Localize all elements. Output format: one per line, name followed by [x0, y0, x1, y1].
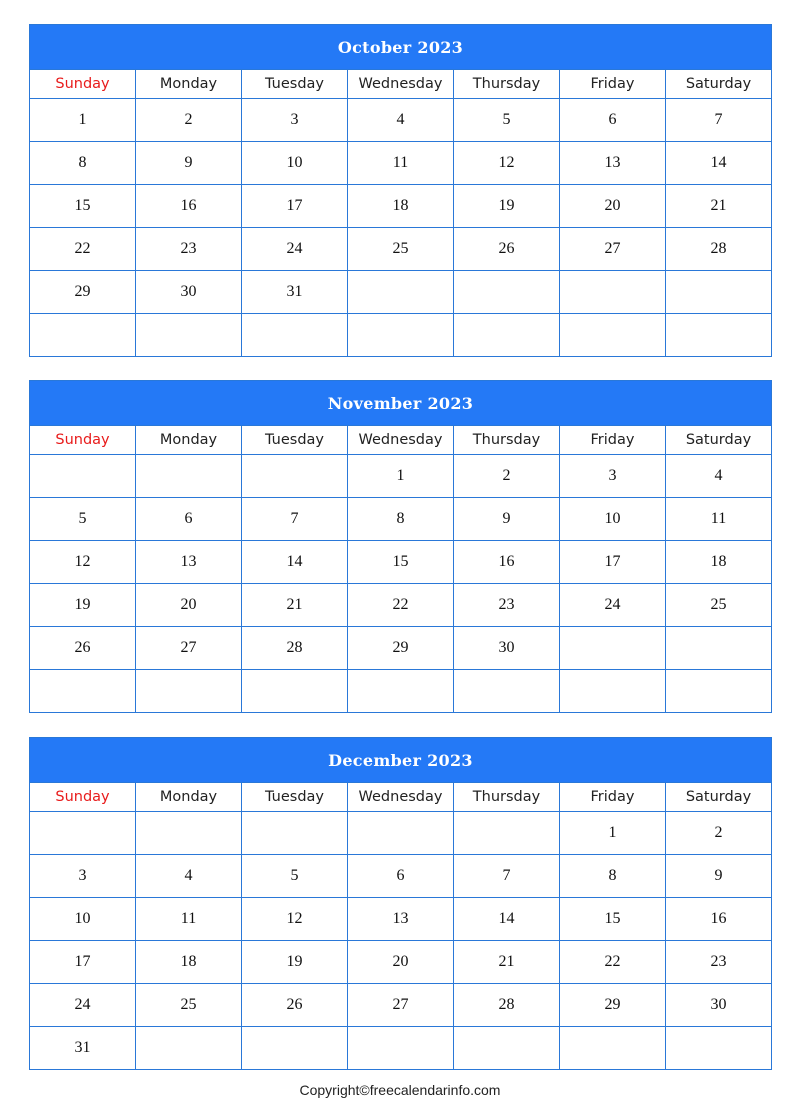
- day-cell: 14: [666, 142, 772, 185]
- day-cell: 27: [136, 627, 242, 670]
- day-cell: 30: [666, 984, 772, 1027]
- empty-day-cell: [242, 670, 348, 713]
- empty-day-cell: [454, 812, 560, 855]
- week-row: [30, 984, 772, 1027]
- weekday-thursday: Thursday: [454, 426, 560, 455]
- day-cell: 28: [242, 627, 348, 670]
- day-cell: 3: [560, 455, 666, 498]
- day-cell: 8: [348, 498, 454, 541]
- day-cell: 1: [560, 812, 666, 855]
- weekday-wednesday: Wednesday: [348, 783, 454, 812]
- week-row: [30, 898, 772, 941]
- weekday-row: [30, 783, 772, 812]
- day-cell: 25: [136, 984, 242, 1027]
- weekday-tuesday: Tuesday: [242, 70, 348, 99]
- empty-day-cell: [454, 314, 560, 357]
- empty-day-cell: [560, 314, 666, 357]
- empty-day-cell: [348, 812, 454, 855]
- week-row: [30, 855, 772, 898]
- day-cell: 28: [454, 984, 560, 1027]
- empty-day-cell: [136, 314, 242, 357]
- day-cell: 8: [30, 142, 136, 185]
- day-cell: 10: [560, 498, 666, 541]
- day-cell: 11: [666, 498, 772, 541]
- day-cell: 21: [666, 185, 772, 228]
- week-row: [30, 584, 772, 627]
- month-header-row: [30, 738, 772, 783]
- day-cell: 8: [560, 855, 666, 898]
- empty-day-cell: [348, 670, 454, 713]
- day-cell: 14: [242, 541, 348, 584]
- day-cell: 17: [242, 185, 348, 228]
- day-cell: 27: [348, 984, 454, 1027]
- empty-day-cell: [454, 670, 560, 713]
- empty-day-cell: [30, 812, 136, 855]
- day-cell: 20: [348, 941, 454, 984]
- day-cell: 4: [666, 455, 772, 498]
- week-row: [30, 455, 772, 498]
- empty-day-cell: [666, 627, 772, 670]
- day-cell: 23: [136, 228, 242, 271]
- empty-day-cell: [666, 271, 772, 314]
- weekday-monday: Monday: [136, 426, 242, 455]
- weekday-row: [30, 426, 772, 455]
- weekday-friday: Friday: [560, 783, 666, 812]
- day-cell: 13: [136, 541, 242, 584]
- copyright-footer: Copyright©freecalendarinfo.com: [299, 1082, 501, 1098]
- day-cell: 2: [666, 812, 772, 855]
- week-row: [30, 941, 772, 984]
- empty-day-cell: [348, 271, 454, 314]
- weekday-saturday: Saturday: [666, 426, 772, 455]
- day-cell: 16: [136, 185, 242, 228]
- day-cell: 16: [666, 898, 772, 941]
- day-cell: 22: [348, 584, 454, 627]
- weekday-sunday: Sunday: [30, 783, 136, 812]
- empty-day-cell: [242, 455, 348, 498]
- day-cell: 10: [242, 142, 348, 185]
- day-cell: 5: [454, 99, 560, 142]
- week-row: [30, 670, 772, 713]
- empty-day-cell: [30, 670, 136, 713]
- day-cell: 6: [560, 99, 666, 142]
- day-cell: 11: [136, 898, 242, 941]
- day-cell: 9: [454, 498, 560, 541]
- week-row: [30, 271, 772, 314]
- day-cell: 12: [454, 142, 560, 185]
- day-cell: 26: [30, 627, 136, 670]
- day-cell: 4: [348, 99, 454, 142]
- day-cell: 11: [348, 142, 454, 185]
- day-cell: 3: [30, 855, 136, 898]
- day-cell: 9: [136, 142, 242, 185]
- calendar-november-2023: [29, 380, 772, 713]
- day-cell: 23: [454, 584, 560, 627]
- month-header-row: [30, 25, 772, 70]
- day-cell: 12: [242, 898, 348, 941]
- day-cell: 31: [242, 271, 348, 314]
- day-cell: 22: [30, 228, 136, 271]
- weekday-sunday: Sunday: [30, 426, 136, 455]
- day-cell: 31: [30, 1027, 136, 1070]
- day-cell: 10: [30, 898, 136, 941]
- weekday-friday: Friday: [560, 70, 666, 99]
- day-cell: 14: [454, 898, 560, 941]
- day-cell: 17: [560, 541, 666, 584]
- day-cell: 3: [242, 99, 348, 142]
- day-cell: 20: [560, 185, 666, 228]
- week-row: [30, 142, 772, 185]
- day-cell: 21: [454, 941, 560, 984]
- empty-day-cell: [560, 271, 666, 314]
- empty-day-cell: [560, 627, 666, 670]
- day-cell: 4: [136, 855, 242, 898]
- day-cell: 18: [666, 541, 772, 584]
- day-cell: 24: [560, 584, 666, 627]
- week-row: [30, 185, 772, 228]
- day-cell: 13: [348, 898, 454, 941]
- week-row: [30, 627, 772, 670]
- day-cell: 19: [454, 185, 560, 228]
- month-title: December 2023: [30, 738, 772, 783]
- day-cell: 7: [666, 99, 772, 142]
- weekday-tuesday: Tuesday: [242, 783, 348, 812]
- day-cell: 18: [348, 185, 454, 228]
- day-cell: 23: [666, 941, 772, 984]
- day-cell: 26: [242, 984, 348, 1027]
- weekday-row: [30, 70, 772, 99]
- day-cell: 27: [560, 228, 666, 271]
- empty-day-cell: [560, 670, 666, 713]
- week-row: [30, 228, 772, 271]
- day-cell: 15: [30, 185, 136, 228]
- week-row: [30, 314, 772, 357]
- empty-day-cell: [242, 314, 348, 357]
- weekday-saturday: Saturday: [666, 70, 772, 99]
- week-row: [30, 812, 772, 855]
- empty-day-cell: [454, 1027, 560, 1070]
- weekday-thursday: Thursday: [454, 70, 560, 99]
- day-cell: 7: [242, 498, 348, 541]
- weekday-sunday: Sunday: [30, 70, 136, 99]
- month-title: November 2023: [30, 381, 772, 426]
- weekday-monday: Monday: [136, 70, 242, 99]
- week-row: [30, 541, 772, 584]
- week-row: [30, 498, 772, 541]
- day-cell: 15: [348, 541, 454, 584]
- empty-day-cell: [560, 1027, 666, 1070]
- empty-day-cell: [242, 812, 348, 855]
- day-cell: 2: [136, 99, 242, 142]
- day-cell: 19: [242, 941, 348, 984]
- weekday-friday: Friday: [560, 426, 666, 455]
- empty-day-cell: [348, 1027, 454, 1070]
- day-cell: 17: [30, 941, 136, 984]
- day-cell: 25: [666, 584, 772, 627]
- empty-day-cell: [136, 455, 242, 498]
- day-cell: 18: [136, 941, 242, 984]
- day-cell: 19: [30, 584, 136, 627]
- weekday-tuesday: Tuesday: [242, 426, 348, 455]
- day-cell: 7: [454, 855, 560, 898]
- day-cell: 15: [560, 898, 666, 941]
- weekday-thursday: Thursday: [454, 783, 560, 812]
- empty-day-cell: [666, 1027, 772, 1070]
- empty-day-cell: [136, 812, 242, 855]
- calendar-october-2023: [29, 24, 772, 357]
- day-cell: 2: [454, 455, 560, 498]
- weekday-wednesday: Wednesday: [348, 70, 454, 99]
- day-cell: 13: [560, 142, 666, 185]
- empty-day-cell: [666, 670, 772, 713]
- weekday-monday: Monday: [136, 783, 242, 812]
- day-cell: 29: [348, 627, 454, 670]
- day-cell: 28: [666, 228, 772, 271]
- day-cell: 5: [242, 855, 348, 898]
- day-cell: 16: [454, 541, 560, 584]
- day-cell: 24: [30, 984, 136, 1027]
- day-cell: 30: [136, 271, 242, 314]
- calendar-december-2023: [29, 737, 772, 1070]
- day-cell: 6: [348, 855, 454, 898]
- day-cell: 21: [242, 584, 348, 627]
- empty-day-cell: [348, 314, 454, 357]
- empty-day-cell: [30, 314, 136, 357]
- day-cell: 12: [30, 541, 136, 584]
- weekday-saturday: Saturday: [666, 783, 772, 812]
- empty-day-cell: [136, 1027, 242, 1070]
- day-cell: 25: [348, 228, 454, 271]
- day-cell: 30: [454, 627, 560, 670]
- day-cell: 1: [348, 455, 454, 498]
- day-cell: 9: [666, 855, 772, 898]
- empty-day-cell: [454, 271, 560, 314]
- day-cell: 29: [30, 271, 136, 314]
- empty-day-cell: [136, 670, 242, 713]
- month-header-row: [30, 381, 772, 426]
- day-cell: 22: [560, 941, 666, 984]
- empty-day-cell: [666, 314, 772, 357]
- day-cell: 5: [30, 498, 136, 541]
- week-row: [30, 99, 772, 142]
- day-cell: 26: [454, 228, 560, 271]
- week-row: [30, 1027, 772, 1070]
- day-cell: 24: [242, 228, 348, 271]
- day-cell: 6: [136, 498, 242, 541]
- day-cell: 29: [560, 984, 666, 1027]
- day-cell: 20: [136, 584, 242, 627]
- weekday-wednesday: Wednesday: [348, 426, 454, 455]
- empty-day-cell: [30, 455, 136, 498]
- month-title: October 2023: [30, 25, 772, 70]
- day-cell: 1: [30, 99, 136, 142]
- empty-day-cell: [242, 1027, 348, 1070]
